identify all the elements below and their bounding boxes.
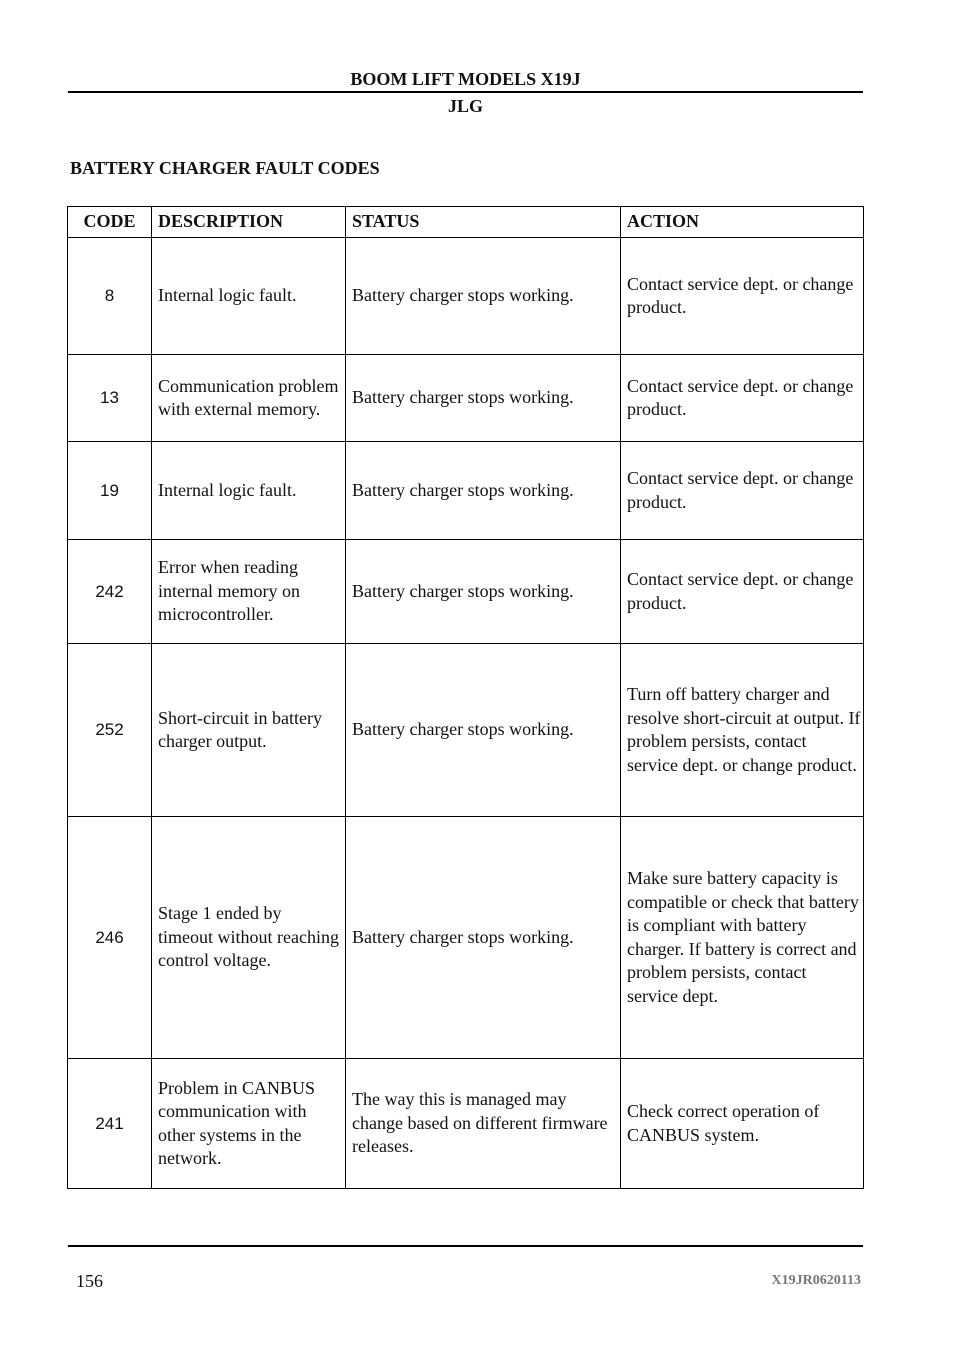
- column-header-code: CODE: [68, 207, 152, 238]
- section-title: BATTERY CHARGER FAULT CODES: [70, 158, 380, 178]
- footer-divider: [68, 1245, 863, 1247]
- fault-description: Internal logic fault.: [152, 238, 346, 355]
- table-row: [68, 442, 864, 540]
- column-header-status: STATUS: [346, 207, 621, 238]
- fault-action: Contact service dept. or change product.: [621, 238, 864, 355]
- table-row: [68, 644, 864, 817]
- header-title: BOOM LIFT MODELS X19J: [350, 69, 581, 89]
- fault-status: Battery charger stops working.: [346, 817, 621, 1059]
- fault-action: Contact service dept. or change product.: [621, 355, 864, 442]
- fault-description: Communication problem with external memory.: [152, 355, 346, 442]
- fault-action: Contact service dept. or change product.: [621, 540, 864, 644]
- fault-status: Battery charger stops working.: [346, 442, 621, 540]
- fault-action: Contact service dept. or change product.: [621, 442, 864, 540]
- fault-status: The way this is managed may change based on different firmware releases.: [346, 1059, 621, 1189]
- table-row: [68, 817, 864, 1059]
- header-divider: [68, 91, 863, 93]
- header-brand: JLG: [447, 96, 483, 116]
- fault-code: 242: [68, 540, 152, 644]
- fault-status: Battery charger stops working.: [346, 355, 621, 442]
- table-row: [68, 238, 864, 355]
- fault-description: Short-circuit in battery charger output.: [152, 644, 346, 817]
- fault-description: Error when reading internal memory on microcontroller.: [152, 540, 346, 644]
- table-row: [68, 540, 864, 644]
- page-number: 156: [76, 1271, 103, 1291]
- fault-description: Internal logic fault.: [152, 442, 346, 540]
- fault-code: 252: [68, 644, 152, 817]
- fault-status: Battery charger stops working.: [346, 644, 621, 817]
- fault-code: 246: [68, 817, 152, 1059]
- fault-codes-table: [67, 206, 864, 1189]
- fault-action: Make sure battery capacity is compatible or check that battery is compliant with battery charger. If battery is correct and problem persists, contact service dept.: [621, 817, 864, 1059]
- column-header-action: ACTION: [621, 207, 864, 238]
- fault-code: 241: [68, 1059, 152, 1189]
- fault-action: Check correct operation of CANBUS system.: [621, 1059, 864, 1189]
- fault-status: Battery charger stops working.: [346, 540, 621, 644]
- fault-code: 13: [68, 355, 152, 442]
- fault-code: 8: [68, 238, 152, 355]
- fault-code: 19: [68, 442, 152, 540]
- fault-description: Problem in CANBUS communication with other systems in the network.: [152, 1059, 346, 1189]
- fault-action: Turn off battery charger and resolve short-circuit at output. If problem persists, contact service dept. or change product.: [621, 644, 864, 817]
- table-row: [68, 1059, 864, 1189]
- fault-status: Battery charger stops working.: [346, 238, 621, 355]
- table-header-row: [68, 207, 864, 238]
- document-code: X19JR0620113: [771, 1273, 861, 1288]
- column-header-description: DESCRIPTION: [152, 207, 346, 238]
- table-row: [68, 355, 864, 442]
- fault-description: Stage 1 ended by timeout without reaching control voltage.: [152, 817, 346, 1059]
